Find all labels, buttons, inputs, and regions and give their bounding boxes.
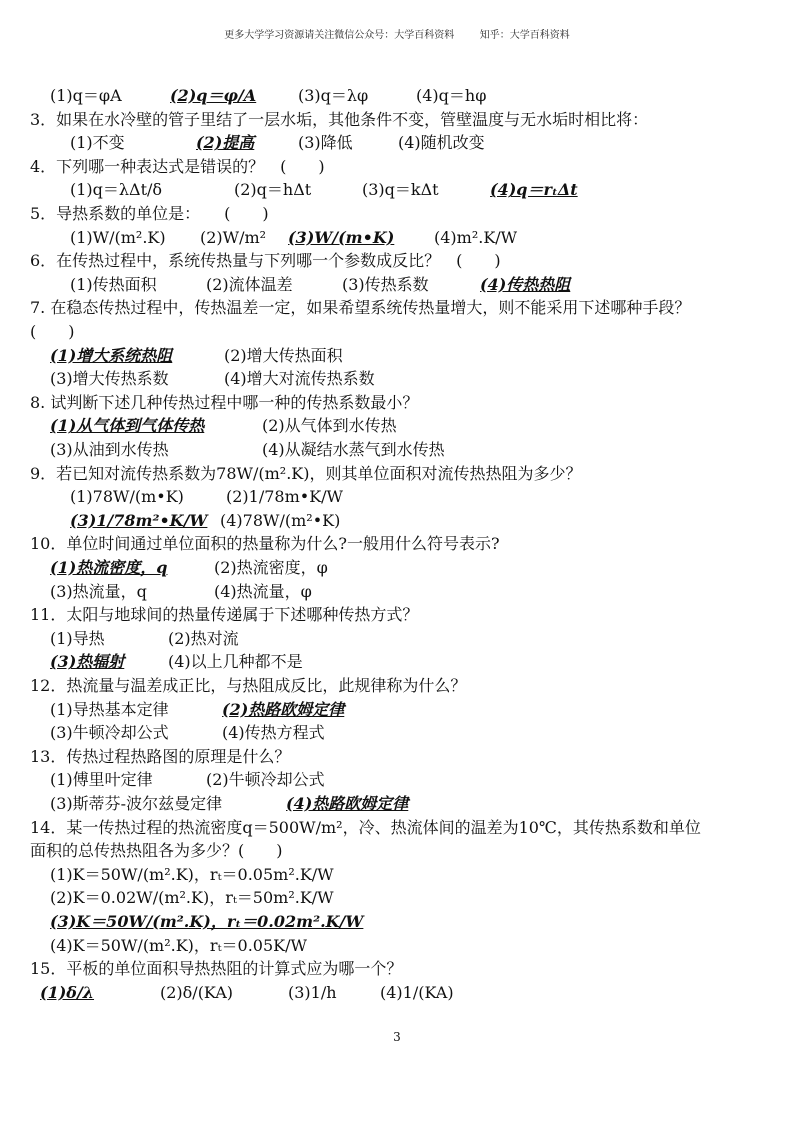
- option: (2)K＝0.02W/(m².K)，rₜ＝50m².K/W: [50, 888, 334, 908]
- option: (3)牛顿冷却公式: [50, 723, 169, 743]
- page-header: 更多大学学习资源请关注微信公众号：大学百科资料 知乎：大学百科资料: [224, 30, 570, 41]
- option: (1)导热基本定律: [50, 699, 169, 719]
- option: (3)q＝kΔt: [362, 180, 439, 200]
- option: (4)1/(KA): [380, 982, 454, 1002]
- option: (4)K＝50W/(m².K)，rₜ＝0.05K/W: [50, 935, 307, 955]
- option: (1)导热: [50, 628, 105, 648]
- option: (1)W/(m².K): [70, 227, 166, 247]
- option: (4)以上几种都不是: [168, 652, 303, 672]
- page-number: 3: [393, 1030, 401, 1044]
- answer-option: (1)从气体到气体传热: [50, 416, 205, 436]
- answer-option: (2)热路欧姆定律: [222, 699, 345, 719]
- option: (1)q＝φA: [50, 86, 122, 105]
- option: (3)传热系数: [342, 274, 429, 294]
- answer-option: (1)增大系统热阻: [50, 345, 173, 365]
- option: (4)热流量，φ: [214, 581, 312, 601]
- question-text: 8. 试判断下述几种传热过程中哪一种的传热系数最小？: [30, 392, 419, 412]
- option: (2)从气体到水传热: [262, 416, 397, 436]
- option: (4)78W/(m²•K): [220, 510, 341, 530]
- option: (3)热流量，q: [50, 581, 147, 601]
- option: ( ): [30, 322, 75, 341]
- question-text: 9．若已知对流传热系数为78W/(m².K)，则其单位面积对流传热热阻为多少？: [30, 463, 582, 483]
- option: (3)q＝λφ: [298, 86, 369, 105]
- answer-option: (3)K＝50W/(m².K)，rₜ＝0.02m².K/W: [50, 912, 364, 931]
- option: (3)斯蒂芬-波尔兹曼定律: [50, 794, 223, 813]
- option: (2)W/m²: [200, 227, 267, 247]
- answer-option: (2)提高: [196, 133, 255, 153]
- option: (2)流体温差: [206, 274, 293, 294]
- answer-option: (2)q＝φ/A: [170, 86, 257, 105]
- question-text: 11．太阳与地球间的热量传递属于下述哪种传热方式？: [30, 605, 419, 625]
- option: (3)1/h: [288, 982, 337, 1002]
- option: (1)78W/(m•K): [70, 487, 184, 507]
- answer-option: (1)δ/λ: [40, 982, 95, 1002]
- option: (2)q＝hΔt: [234, 180, 312, 200]
- option: (1)K＝50W/(m².K)，rₜ＝0.05m².K/W: [50, 864, 334, 884]
- option: (4)m².K/W: [434, 227, 518, 247]
- option: (3)从油到水传热: [50, 440, 169, 459]
- question-text: 3．如果在水冷壁的管子里结了一层水垢，其他条件不变，管壁温度与无水垢时相比将：: [30, 109, 649, 129]
- answer-option: (3)热辐射: [50, 652, 125, 672]
- option: (4)增大对流传热系数: [224, 369, 375, 389]
- option: (2)热对流: [168, 628, 239, 648]
- question-text: 15．平板的单位面积导热热阻的计算式应为哪一个？: [30, 959, 403, 979]
- option: (4)随机改变: [398, 133, 485, 153]
- option: (2)δ/(KA): [160, 982, 234, 1002]
- answer-option: (3)1/78m²•K/W: [70, 510, 208, 530]
- option: (1)传热面积: [70, 274, 157, 294]
- option: (3)增大传热系数: [50, 369, 169, 389]
- option: 面积的总传热热阻各为多少？( ): [30, 841, 283, 861]
- option: (2)增大传热面积: [224, 345, 343, 365]
- question-text: 12．热流量与温差成正比，与热阻成反比，此规律称为什么？: [30, 676, 467, 695]
- option: (4)q＝hφ: [416, 86, 487, 105]
- option: (1)傅里叶定律: [50, 770, 153, 790]
- option: (1)不变: [70, 133, 125, 153]
- question-text: 4．下列哪一种表达式是错误的？ ( ): [30, 156, 325, 176]
- answer-option: (4)热路欧姆定律: [286, 794, 409, 813]
- answer-option: (4)传热热阻: [480, 274, 571, 294]
- question-text: 13．传热过程热路图的原理是什么？: [30, 746, 291, 766]
- question-text: 10．单位时间通过单位面积的热量称为什么?一般用什么符号表示?: [30, 534, 500, 554]
- question-text: 14．某一传热过程的热流密度q＝500W/m²，冷、热流体间的温差为10℃，其传热系数和单位: [30, 817, 701, 837]
- question-text: 6．在传热过程中，系统传热量与下列哪一个参数成反比？ ( ): [30, 251, 501, 271]
- answer-option: (4)q＝rₜΔt: [490, 180, 578, 200]
- question-text: 7. 在稳态传热过程中，传热温差一定，如果希望系统传热量增大，则不能采用下述哪种手段？: [30, 298, 691, 318]
- option: (2)热流密度，φ: [214, 558, 328, 577]
- option: (4)从凝结水蒸气到水传热: [262, 440, 445, 459]
- option: (1)q＝λΔt/δ: [70, 180, 163, 200]
- option: (2)1/78m•K/W: [226, 487, 343, 507]
- question-text: 5．导热系数的单位是： ( ): [30, 204, 269, 223]
- answer-option: (3)W/(m•K): [288, 227, 395, 247]
- option: (4)传热方程式: [222, 723, 325, 743]
- answer-option: (1)热流密度，q: [50, 558, 168, 577]
- option: (3)降低: [298, 133, 353, 153]
- option: (2)牛顿冷却公式: [206, 770, 325, 790]
